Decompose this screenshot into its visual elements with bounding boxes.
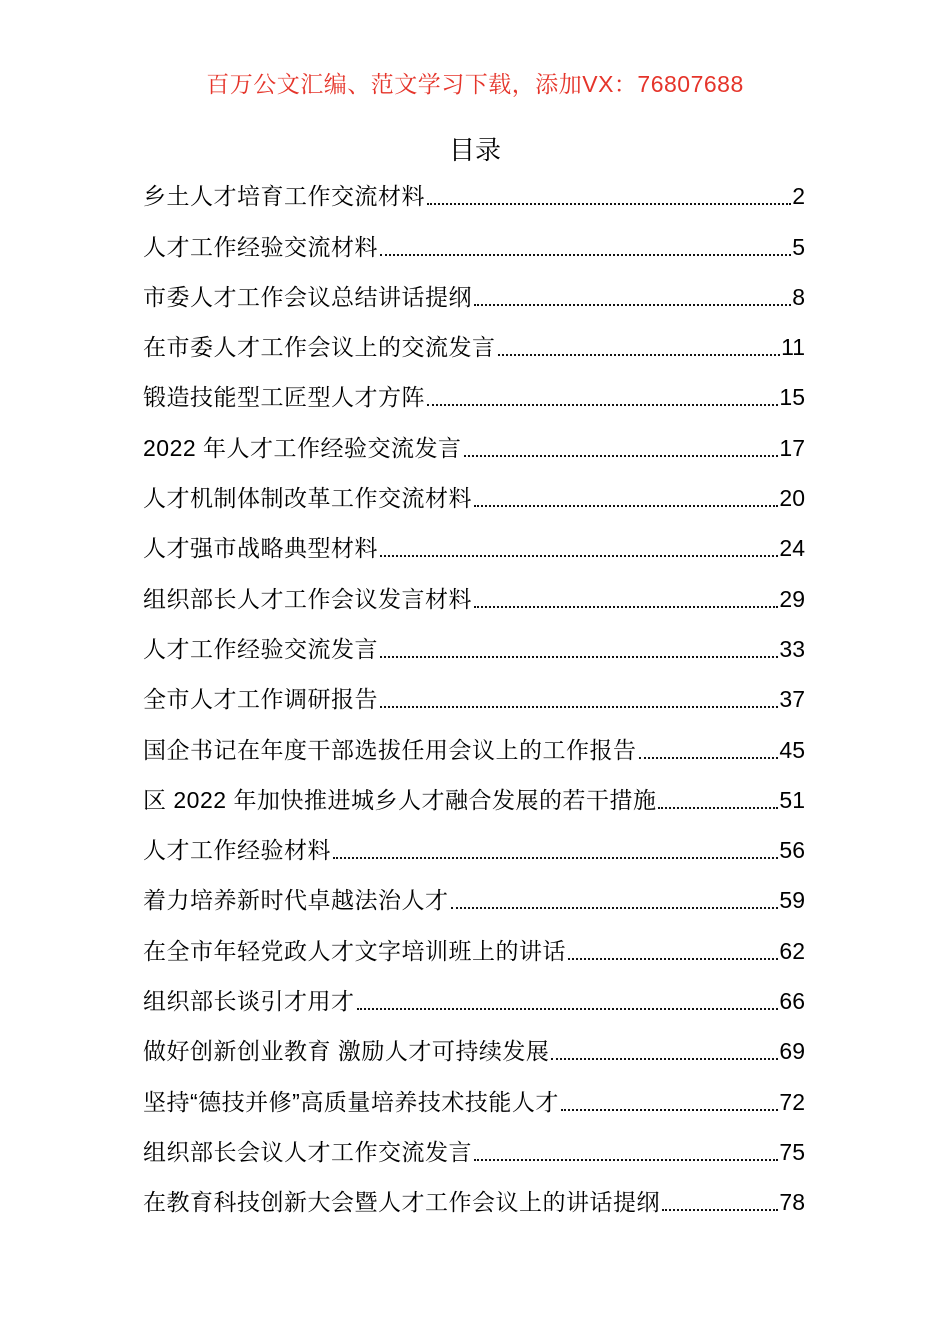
toc-entry-label: 在市委人才工作会议上的交流发言 (143, 334, 496, 361)
dot-leader (474, 304, 791, 306)
toc-entry[interactable] (143, 411, 805, 461)
dot-leader (474, 1159, 778, 1161)
toc-entry[interactable] (143, 965, 805, 1015)
toc-entry-page: 5 (792, 233, 805, 260)
toc-entry-label: 区 2022 年加快推进城乡人才融合发展的若干措施 (143, 786, 657, 813)
toc-entry-page: 78 (779, 1189, 805, 1216)
toc-entry-page: 2 (792, 183, 805, 210)
toc-entry-label: 组织部长会议人才工作交流发言 (143, 1138, 472, 1165)
dot-leader (427, 203, 791, 205)
watermark-notice: 百万公文汇编、范文学习下载，添加VX：76807688 (206, 71, 744, 97)
toc-entry-page: 66 (779, 988, 805, 1015)
toc-entry-label: 人才工作经验交流发言 (143, 635, 378, 662)
dot-leader (498, 354, 781, 356)
toc-entry-page: 20 (779, 485, 805, 512)
toc-entry[interactable] (143, 764, 805, 814)
toc-entry-page: 11 (781, 334, 805, 361)
toc-entry-label: 2022 年人才工作经验交流发言 (143, 434, 462, 461)
toc-entry[interactable] (143, 512, 805, 562)
toc-entry-page: 37 (779, 686, 805, 713)
toc-entry[interactable] (143, 864, 805, 914)
toc-entry[interactable] (143, 914, 805, 964)
toc-entry-label: 坚持“德技并修”高质量培养技术技能人才 (143, 1088, 559, 1115)
toc-entry-label: 做好创新创业教育 激励人才可持续发展 (143, 1038, 550, 1065)
toc-entry[interactable] (143, 1166, 805, 1216)
toc-entry-label: 锻造技能型工匠型人才方阵 (143, 384, 425, 411)
toc-entry-page: 69 (779, 1038, 805, 1065)
page-title: 目录 (448, 135, 501, 165)
dot-leader (662, 1209, 778, 1211)
toc-entry[interactable] (143, 160, 805, 210)
toc-entry-label: 着力培养新时代卓越法治人才 (143, 887, 449, 914)
toc-entry-page: 33 (779, 635, 805, 662)
dot-leader (380, 254, 791, 256)
toc-entry[interactable] (143, 1015, 805, 1065)
toc-entry-label: 全市人才工作调研报告 (143, 686, 378, 713)
toc-entry-label: 人才机制体制改革工作交流材料 (143, 485, 472, 512)
toc-entry-page: 51 (779, 786, 805, 813)
dot-leader (639, 757, 779, 759)
toc-entry-page: 75 (779, 1138, 805, 1165)
toc-entry[interactable] (143, 462, 805, 512)
toc-entry[interactable] (143, 814, 805, 864)
dot-leader (464, 455, 779, 457)
dot-leader (333, 857, 778, 859)
toc-entry[interactable] (143, 1116, 805, 1166)
toc-entry-label: 国企书记在年度干部选拔任用会议上的工作报告 (143, 736, 637, 763)
toc-entry-page: 24 (779, 535, 805, 562)
toc-entry-page: 45 (779, 736, 805, 763)
toc-entry-page: 62 (779, 937, 805, 964)
dot-leader (561, 1109, 779, 1111)
toc-entry[interactable] (143, 261, 805, 311)
toc-entry-label: 乡土人才培育工作交流材料 (143, 183, 425, 210)
toc-entry[interactable] (143, 613, 805, 663)
toc-entry-page: 15 (779, 384, 805, 411)
dot-leader (357, 1008, 779, 1010)
dot-leader (380, 656, 778, 658)
toc-entry-page: 17 (779, 434, 805, 461)
dot-leader (451, 907, 779, 909)
toc-entry-label: 市委人才工作会议总结讲话提纲 (143, 283, 472, 310)
toc-entry[interactable] (143, 663, 805, 713)
toc-entry[interactable] (143, 311, 805, 361)
toc-entry[interactable] (143, 562, 805, 612)
toc-entry-page: 56 (779, 837, 805, 864)
toc-entry-label: 人才工作经验材料 (143, 837, 331, 864)
toc-entry[interactable] (143, 713, 805, 763)
toc-entry-label: 在教育科技创新大会暨人才工作会议上的讲话提纲 (143, 1189, 660, 1216)
toc-entry-label: 人才强市战略典型材料 (143, 535, 378, 562)
dot-leader (474, 606, 778, 608)
toc-entry[interactable] (143, 361, 805, 411)
toc-entry[interactable] (143, 210, 805, 260)
dot-leader (658, 807, 778, 809)
table-of-contents (143, 160, 805, 1216)
toc-entry-page: 8 (792, 283, 805, 310)
toc-entry-page: 29 (779, 585, 805, 612)
toc-entry-label: 人才工作经验交流材料 (143, 233, 378, 260)
toc-entry[interactable] (143, 1065, 805, 1115)
toc-entry-page: 59 (779, 887, 805, 914)
dot-leader (474, 505, 778, 507)
dot-leader (568, 958, 778, 960)
toc-entry-label: 组织部长谈引才用才 (143, 988, 355, 1015)
dot-leader (427, 404, 778, 406)
dot-leader (380, 555, 778, 557)
toc-entry-page: 72 (779, 1088, 805, 1115)
dot-leader (551, 1058, 778, 1060)
toc-entry-label: 组织部长人才工作会议发言材料 (143, 585, 472, 612)
toc-entry-label: 在全市年轻党政人才文字培训班上的讲话 (143, 937, 566, 964)
dot-leader (380, 706, 778, 708)
